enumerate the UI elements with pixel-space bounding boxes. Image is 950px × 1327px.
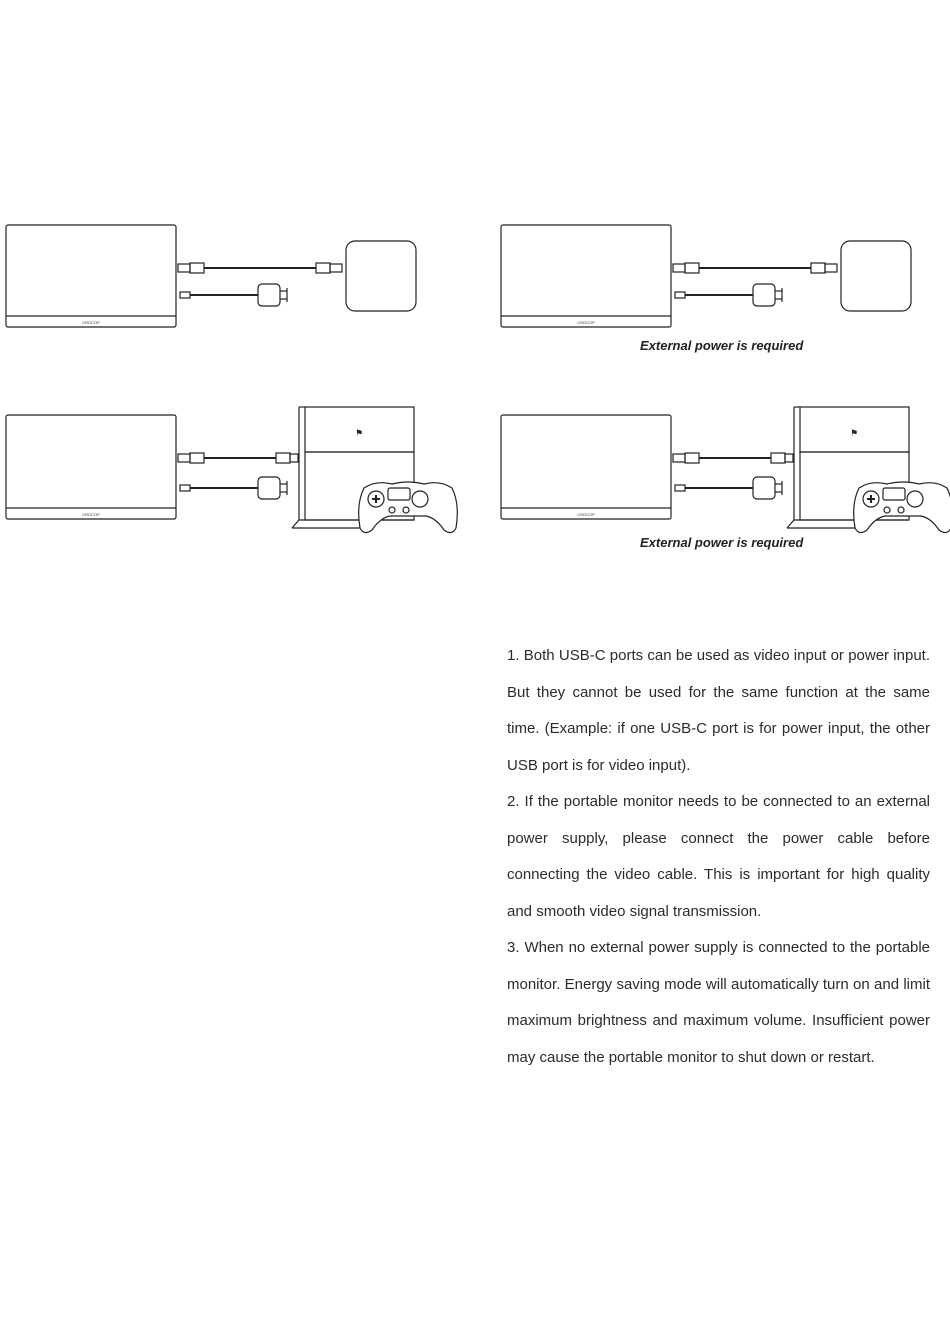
monitor-body xyxy=(6,225,176,327)
power-adapter xyxy=(753,284,775,306)
console-logo: ⚑ xyxy=(354,429,364,439)
note-2: 2. If the portable monitor needs to be connected to an external power supply, please connect the power cable before connecting the video cable. This is important for high quality and smooth video signal transmission. xyxy=(507,793,930,920)
monitor-body xyxy=(501,415,671,519)
power-adapter xyxy=(258,477,280,499)
game-controller xyxy=(359,482,458,533)
monitor-brand: CROCOP xyxy=(82,320,100,325)
mini-pc xyxy=(346,241,416,311)
note-1: 1. Both USB-C ports can be used as video input or power input. But they cannot be used for the same function at the same time. (Example: if one USB-C port is for power input, the other USB port is for video input). xyxy=(507,647,930,774)
monitor-brand: CROCOP xyxy=(577,512,595,517)
monitor-brand: CROCOP xyxy=(82,512,100,517)
monitor-body xyxy=(6,415,176,519)
game-controller xyxy=(854,482,950,533)
console-logo: ⚑ xyxy=(849,429,859,439)
diagram-monitor-minipc-right xyxy=(495,220,925,335)
power-adapter xyxy=(258,284,280,306)
diagram-monitor-minipc-left xyxy=(0,220,430,335)
caption-external-power-top: External power is required xyxy=(640,338,804,353)
monitor-brand: CROCOP xyxy=(577,320,595,325)
caption-external-power-bottom: External power is required xyxy=(640,535,804,550)
monitor-body xyxy=(501,225,671,327)
diagram-monitor-console-left xyxy=(0,400,445,540)
usage-notes xyxy=(507,638,930,1076)
diagram-monitor-console-right xyxy=(495,400,940,540)
mini-pc xyxy=(841,241,911,311)
note-3: 3. When no external power supply is connected to the portable monitor. Energy saving mode will automatically turn on and limit maximum brightness and maximum volume. Insufficient power may cause the portable monitor to shut down or restart. xyxy=(507,939,930,1066)
power-adapter xyxy=(753,477,775,499)
